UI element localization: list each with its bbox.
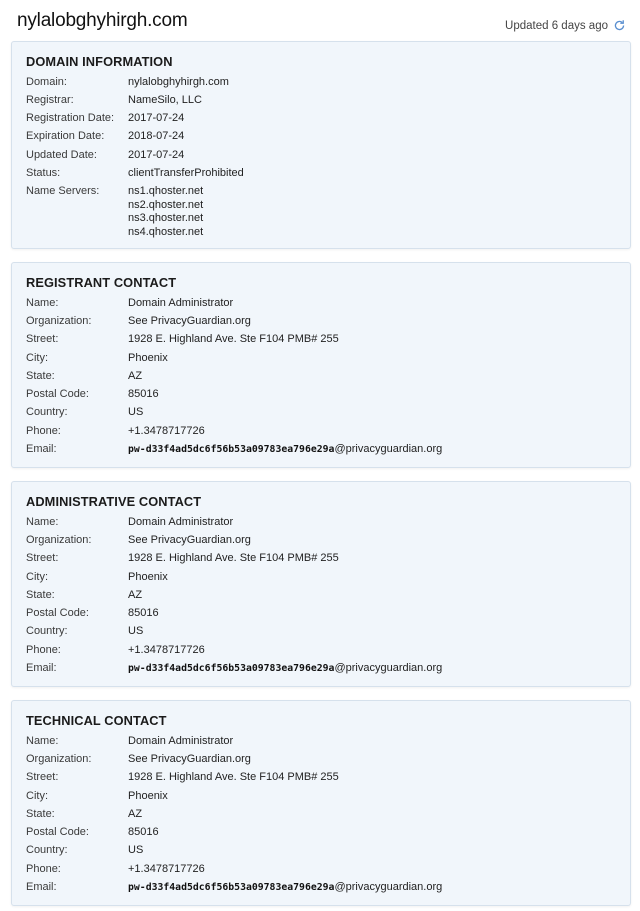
field-value: +1.3478717726 xyxy=(128,425,205,437)
administrative-contact-panel xyxy=(11,481,631,687)
contact-row-phone xyxy=(26,644,626,662)
field-label: Country: xyxy=(26,625,68,637)
contact-row-name xyxy=(26,297,626,315)
contact-row-phone xyxy=(26,863,626,881)
contact-row-postal-code xyxy=(26,607,626,625)
field-label: Email: xyxy=(26,881,57,893)
field-value: Domain Administrator xyxy=(128,297,234,309)
domain-information-panel xyxy=(11,41,631,249)
field-label: Phone: xyxy=(26,425,61,437)
contact-row-name xyxy=(26,516,626,534)
field-value: AZ xyxy=(128,589,143,601)
field-label: City: xyxy=(26,352,48,364)
contact-row-postal-code xyxy=(26,826,626,844)
field-label: State: xyxy=(26,370,55,382)
field-value: 85016 xyxy=(128,826,159,838)
email-local-part: pw-d33f4ad5dc6f56b53a09783ea796e29a xyxy=(128,663,335,674)
field-value: 85016 xyxy=(128,388,159,400)
contact-row-organization xyxy=(26,534,626,552)
contact-row-name xyxy=(26,735,626,753)
field-label: Domain: xyxy=(26,76,67,88)
page-header xyxy=(0,0,640,42)
field-label: Postal Code: xyxy=(26,826,89,838)
panel-title: REGISTRANT CONTACT xyxy=(26,275,177,290)
field-label: Country: xyxy=(26,844,68,856)
field-label: Registration Date: xyxy=(26,112,115,124)
field-label: Updated Date: xyxy=(26,149,97,161)
field-label: Status: xyxy=(26,167,61,179)
contact-row-city xyxy=(26,790,626,808)
field-value: 1928 E. Highland Ave. Ste F104 PMB# 255 xyxy=(128,333,339,345)
field-value: 2018-07-24 xyxy=(128,130,185,142)
contact-row-state xyxy=(26,370,626,388)
field-label: Email: xyxy=(26,443,57,455)
info-row-updated-date xyxy=(26,149,626,167)
field-value: US xyxy=(128,844,144,856)
field-label: City: xyxy=(26,790,48,802)
email-domain-part: @privacyguardian.org xyxy=(334,662,443,674)
contact-row-state xyxy=(26,589,626,607)
contact-row-country xyxy=(26,625,626,643)
email-local-part: pw-d33f4ad5dc6f56b53a09783ea796e29a xyxy=(128,882,335,893)
contact-row-street xyxy=(26,333,626,351)
field-value: Domain Administrator xyxy=(128,516,234,528)
panel-title: ADMINISTRATIVE CONTACT xyxy=(26,494,202,509)
field-value: 1928 E. Highland Ave. Ste F104 PMB# 255 xyxy=(128,771,339,783)
contact-row-phone xyxy=(26,425,626,443)
registrant-contact-panel xyxy=(11,262,631,468)
contact-row-organization xyxy=(26,753,626,771)
email-value[interactable] xyxy=(128,662,442,674)
field-value: Domain Administrator xyxy=(128,735,234,747)
field-label: Email: xyxy=(26,662,57,674)
field-label: Organization: xyxy=(26,534,92,546)
field-label: Country: xyxy=(26,406,68,418)
field-value: 2017-07-24 xyxy=(128,112,185,124)
field-value: See PrivacyGuardian.org xyxy=(128,753,251,765)
name-server: ns4.qhoster.net xyxy=(128,225,204,238)
field-label: Street: xyxy=(26,552,59,564)
name-server: ns1.qhoster.net xyxy=(128,185,204,197)
field-label: Organization: xyxy=(26,315,92,327)
name-server-list xyxy=(128,185,203,239)
field-value: 1928 E. Highland Ave. Ste F104 PMB# 255 xyxy=(128,552,339,564)
email-local-part: pw-d33f4ad5dc6f56b53a09783ea796e29a xyxy=(128,444,335,455)
field-value: nylalobghyhirgh.com xyxy=(128,76,229,88)
email-domain-part: @privacyguardian.org xyxy=(334,443,443,455)
field-label: City: xyxy=(26,571,48,583)
info-row-registrar xyxy=(26,94,626,112)
info-row-name-servers xyxy=(26,185,626,245)
field-label: Phone: xyxy=(26,863,61,875)
contact-row-email xyxy=(26,662,626,680)
field-label: Name Servers: xyxy=(26,185,100,197)
contact-row-postal-code xyxy=(26,388,626,406)
panel-title: TECHNICAL CONTACT xyxy=(26,713,167,728)
field-value: clientTransferProhibited xyxy=(128,167,244,179)
info-row-expiration-date xyxy=(26,130,626,148)
email-domain-part: @privacyguardian.org xyxy=(334,881,443,893)
field-value: AZ xyxy=(128,370,143,382)
info-row-domain xyxy=(26,76,626,94)
updated-status xyxy=(505,19,626,32)
contact-row-email xyxy=(26,443,626,461)
info-row-registration-date xyxy=(26,112,626,130)
field-value: AZ xyxy=(128,808,143,820)
info-row-status xyxy=(26,167,626,185)
email-value[interactable] xyxy=(128,443,442,455)
field-value: US xyxy=(128,406,144,418)
refresh-icon[interactable] xyxy=(613,19,626,32)
field-label: State: xyxy=(26,808,55,820)
field-value: See PrivacyGuardian.org xyxy=(128,315,251,327)
field-label: Street: xyxy=(26,771,59,783)
name-server: ns2.qhoster.net xyxy=(128,198,204,211)
contact-row-street xyxy=(26,771,626,789)
field-value: Phoenix xyxy=(128,790,168,802)
updated-text: Updated 6 days ago xyxy=(505,19,608,32)
field-label: Street: xyxy=(26,333,59,345)
field-label: Phone: xyxy=(26,644,61,656)
field-value: Phoenix xyxy=(128,571,168,583)
field-label: State: xyxy=(26,589,55,601)
name-server: ns3.qhoster.net xyxy=(128,212,204,224)
field-label: Expiration Date: xyxy=(26,130,105,142)
field-value: Phoenix xyxy=(128,352,168,364)
contact-row-organization xyxy=(26,315,626,333)
field-value: See PrivacyGuardian.org xyxy=(128,534,251,546)
field-label: Registrar: xyxy=(26,94,74,106)
panel-title: DOMAIN INFORMATION xyxy=(26,54,173,69)
contact-row-city xyxy=(26,571,626,589)
field-label: Postal Code: xyxy=(26,607,89,619)
contact-row-country xyxy=(26,844,626,862)
contact-row-state xyxy=(26,808,626,826)
field-value: NameSilo, LLC xyxy=(128,94,202,106)
email-value[interactable] xyxy=(128,881,442,893)
contact-row-country xyxy=(26,406,626,424)
field-label: Postal Code: xyxy=(26,388,89,400)
technical-contact-panel xyxy=(11,700,631,906)
field-value: US xyxy=(128,625,144,637)
field-label: Name: xyxy=(26,735,59,747)
field-value: +1.3478717726 xyxy=(128,863,205,875)
field-value: 85016 xyxy=(128,607,159,619)
contact-row-street xyxy=(26,552,626,570)
field-label: Organization: xyxy=(26,753,92,765)
field-value: 2017-07-24 xyxy=(128,149,185,161)
page-title: nylalobghyhirgh.com xyxy=(17,10,188,31)
contact-row-email xyxy=(26,881,626,899)
field-value: +1.3478717726 xyxy=(128,644,205,656)
field-label: Name: xyxy=(26,516,59,528)
contact-row-city xyxy=(26,352,626,370)
field-label: Name: xyxy=(26,297,59,309)
